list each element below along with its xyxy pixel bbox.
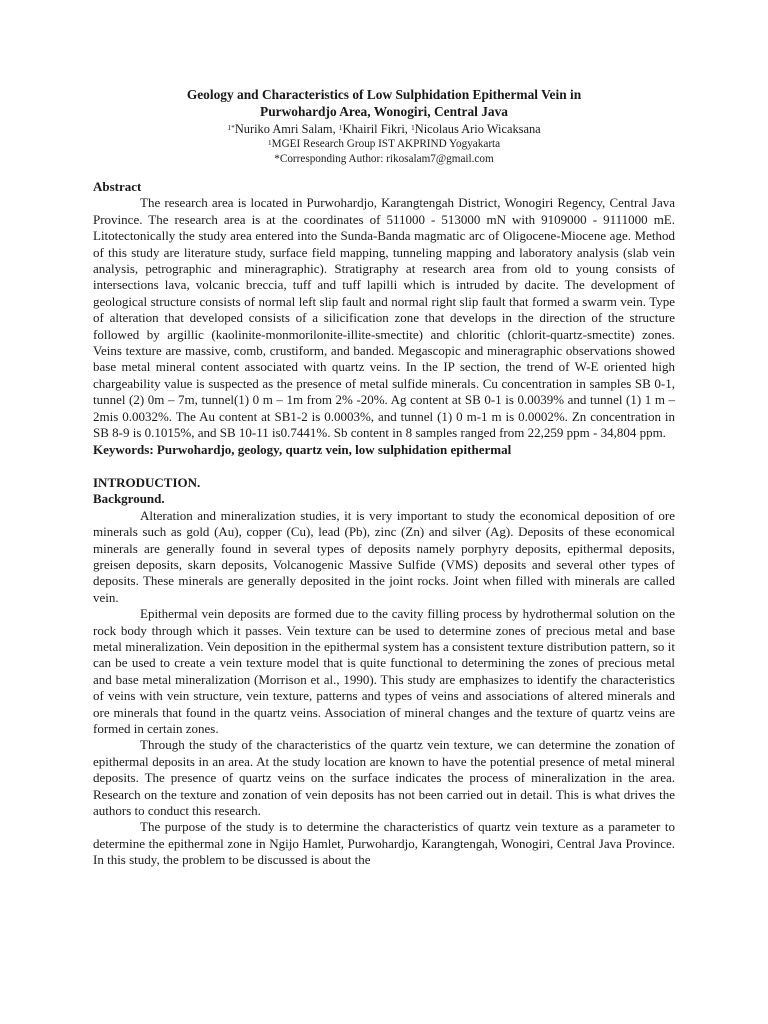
author-list <box>93 121 675 137</box>
intro-paragraph-3: Through the study of the characteristics of the quartz vein texture, we can determine the zonation of epithermal deposits in an area. At the study location are known to have the potential presence of metal mineral deposits. The presence of quartz veins on the surface indicates the process of mineralization in the area. Research on the texture and zonation of vein deposits has not been carried out in detail. This is what drives the authors to conduct this research. <box>93 737 675 819</box>
corresponding-author: *Corresponding Author: rikosalam7@gmail.com <box>274 152 494 165</box>
author-1-name: Nuriko Amri Salam, <box>234 122 339 136</box>
abstract-text: The research area is located in Purwohardjo, Karangtengah District, Wonogiri Regency, Central Java Province. The research area is at the coordinates of 511000 - 513000 mN with 9109000 - 9111000 mE. Litotectonically the study area entered into the Sunda-Banda magmatic arc of Oligocene-Miocene age. Method of this study are literature study, surface field mapping, tunneling mapping and laboratory analysis (slab vein analysis, petrographic and mineragraphic). Stratigraphy at research area from old to young consists of intersections lava, volcanic breccia, tuff and tuff lapilli which is intruded by dacite. The development of geological structure consists of normal left slip fault and normal right slip fault that formed a swarm vein. Type of alteration that developed consists of a silicification zone that develops in the direction of the structure followed by argillic (kaolinite-monmorilonite-illite-smectite) and chloritic (chlorit-quartz-smectite) zones. Veins texture are massive, comb, crustiform, and banded. Megascopic and mineragraphic observations showed base metal mineral content associated with quartz veins. In the IP section, the trend of W-E oriented high chargeability value is suspected as the presence of metal sulfide minerals. Cu concentration in samples SB 0-1, tunnel (2) 0m – 7m, tunnel(1) 0 m – 1m from 2% -20%. Ag content at SB 0-1 is 0.0039% and tunnel (1) 1 m – 2mis 0.0032%. The Au content at SB1-2 is 0.0003%, and tunnel (1) 0 m-1 m is 0.0002%. Zn concentration in SB 8-9 is 0.1015%, and SB 10-11 is0.7441%. Sb content in 8 samples ranged from 22,259 ppm - 34,804 ppm. <box>93 195 675 441</box>
title-line-1: Geology and Characteristics of Low Sulphidation Epithermal Vein in <box>186 87 582 102</box>
author-3-name: Nicolaus Ario Wicaksana <box>414 122 541 136</box>
author-2-name: Khairil Fikri, <box>342 122 412 136</box>
affiliation-text: MGEI Research Group IST AKPRIND Yogyakarta <box>271 138 501 150</box>
affiliation-superscript: 1 <box>267 138 272 147</box>
intro-paragraph-4: The purpose of the study is to determine the characteristics of quartz vein texture as a parameter to determine the epithermal zone in Ngijo Hamlet, Purwohardjo, Karangtengah, Wonogiri, Central Java Province. In this study, the problem to be discussed is about the <box>93 819 675 868</box>
paper-title <box>93 86 675 120</box>
background-subheading: Background. <box>93 491 165 507</box>
abstract-heading: Abstract <box>93 179 142 194</box>
intro-paragraph-1: Alteration and mineralization studies, it is very important to study the economical deposition of ore minerals such as gold (Au), copper (Cu), lead (Pb), zinc (Zn) and silver (Ag). Deposits of these economical minerals are generally found in several types of deposits namely porphyry deposits, epithermal deposits, greisen deposits, skarn deposits, Volcanogenic Massive Sulfide (VMS) deposits and several other types of deposits. These minerals are generally deposited in the joint rocks. Joint when filled with minerals are called vein. <box>93 507 675 605</box>
introduction-heading: INTRODUCTION. <box>93 474 201 490</box>
affiliation <box>93 137 675 152</box>
paper-page <box>93 86 675 869</box>
title-line-2: Purwohardjo Area, Wonogiri, Central Java <box>260 104 508 119</box>
author-2-superscript: 1 <box>338 123 343 132</box>
intro-paragraph-2: Epithermal vein deposits are formed due to the cavity filling process by hydrothermal solution on the rock body through which it passes. Vein texture can be used to determine zones of precious metal and base metal mineralization. Vein deposition in the epithermal system has a consistent texture distribution pattern, so it can be used to create a vein texture model that is quite functional to determining the zones of precious metal and base metal mineralization (Morrison et al., 1990). This study are emphasizes to identify the characteristics of veins with vein structure, vein texture, patterns and types of veins and associations of altered minerals and ore minerals that found in the quartz veins. Association of mineral changes and the texture of quartz veins are formed in certain zones. <box>93 606 675 736</box>
author-3-superscript: 1 <box>411 123 415 132</box>
keywords: Keywords: Purwohardjo, geology, quartz vein, low sulphidation epithermal <box>93 441 512 457</box>
author-1-superscript: 1* <box>227 123 235 132</box>
